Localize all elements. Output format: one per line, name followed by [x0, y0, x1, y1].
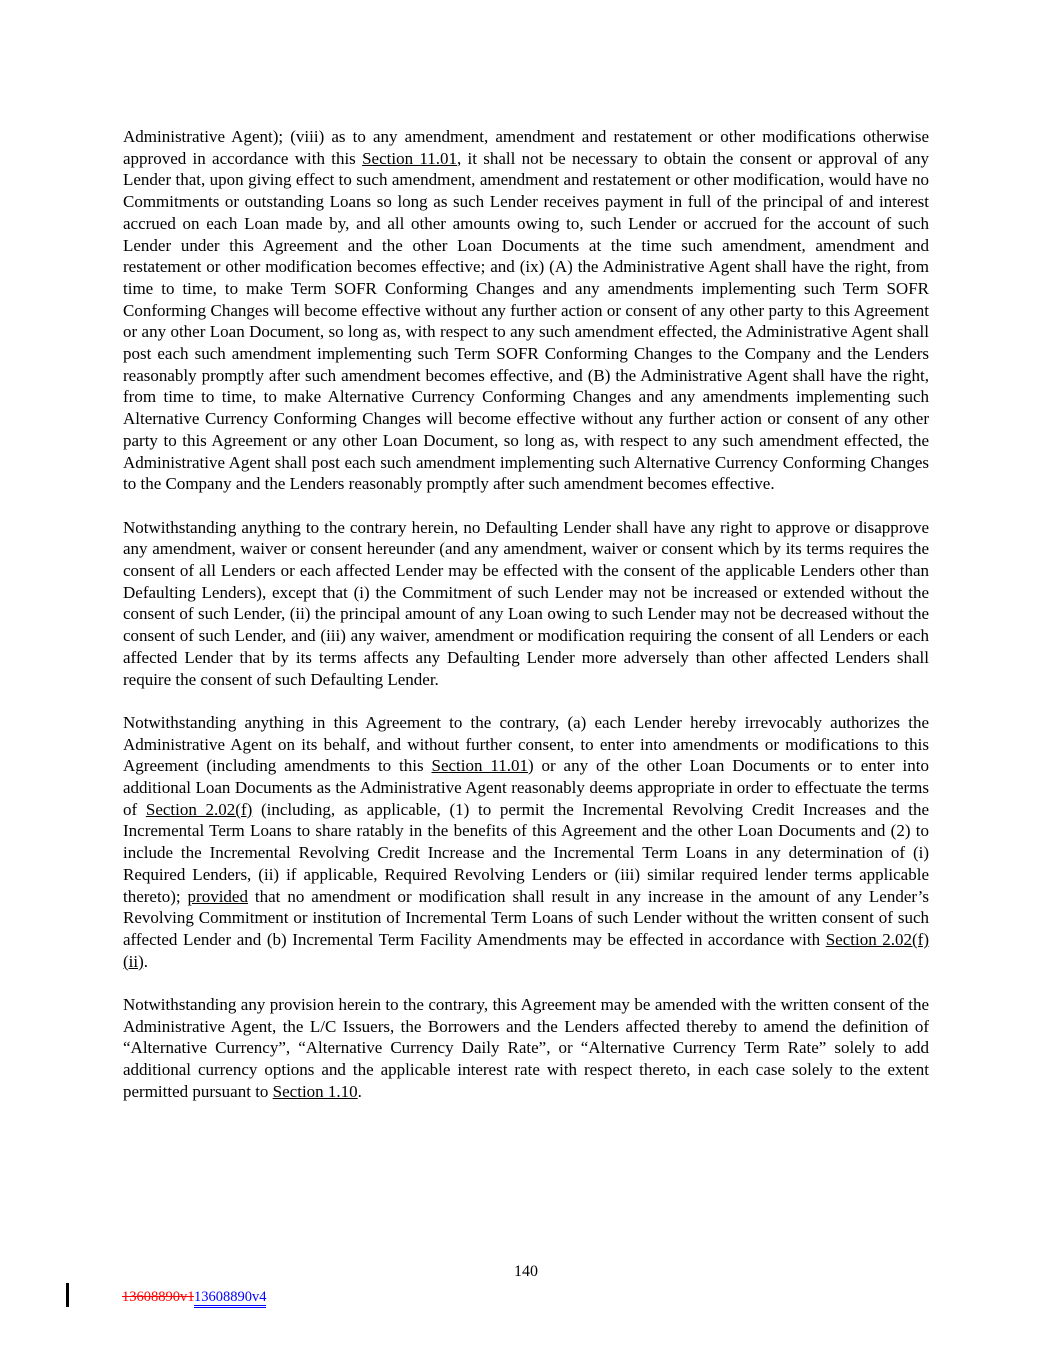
- paragraph: [123, 712, 929, 972]
- section-reference: Section 2.02(f)(ii): [123, 929, 930, 971]
- section-reference: Section 2.02(f): [145, 799, 253, 819]
- text-run: .: [357, 1081, 362, 1101]
- doc-id-deleted: 13608890v1: [122, 1289, 194, 1305]
- text-run: Notwithstanding anything in this Agreement to the contrary, (a) each Lender hereby irrevocably authorizes the Administrative Agent on its behalf, and without further consent, to enter into amendments or modifications to this Agreement (including amendments to this: [123, 712, 929, 776]
- text-run: that no amendment or modification shall result in any increase in the amount of any Lender’s Revolving Commitment or institution of Incremental Term Loans of such Lender without the written consent of such affected Lender and (b) Incremental Term Facility Amendments may be effected in accordance with: [123, 886, 929, 949]
- change-bar: [66, 1283, 69, 1307]
- section-reference: Section 1.10: [272, 1081, 358, 1101]
- footer-doc-ids: [122, 1288, 266, 1306]
- paragraph: [123, 994, 929, 1103]
- section-reference: provided: [187, 886, 248, 906]
- text-run: Notwithstanding any provision herein to the contrary, this Agreement may be amended with the written consent of the Administrative Agent, the L/C Issuers, the Borrowers and the Lenders affected thereby to amend the definition of “Alternative Currency”, “Alternative Currency Daily Rate”, or “Alternative Currency Term Rate” solely to add additional currency options and the applicable interest rate with respect thereto, in each case solely to the extent permitted pursuant to: [123, 995, 929, 1101]
- text-run: ) or any of the other Loan Documents or to enter into additional Loan Documents as the Administrative Agent reasonably deems appropriate in order to effectuate the terms of: [123, 756, 929, 819]
- section-reference: Section 11.01: [431, 756, 528, 776]
- section-reference: Section 11.01: [362, 148, 457, 168]
- document-body: [123, 126, 929, 1124]
- page-number: 140: [514, 1263, 538, 1280]
- paragraph: [123, 126, 929, 495]
- text-run: .: [143, 951, 149, 971]
- text-run: Notwithstanding anything to the contrary herein, no Defaulting Lender shall have any right to approve or disapprove any amendment, waiver or consent hereunder (and any amendment, waiver or consent which by its terms requires the consent of all Lenders or each affected Lender may be effected with the consent of the applicable Lenders other than Defaulting Lenders), except that (i) the Commitment of such Lender may not be increased or extended without the consent of such Lender, (ii) the principal amount of any Loan owing to such Lender may not be decreased without the consent of such Lender, and (iii) any waiver, amendment or modification requiring the consent of all Lenders or each affected Lender that by its terms affects any Defaulting Lender more adversely than other affected Lenders shall require the consent of such Defaulting Lender.: [123, 517, 929, 689]
- paragraph: [123, 517, 929, 691]
- text-run: , it shall not be necessary to obtain the consent or approval of any Lender that, upon giving effect to such amendment, amendment and restatement or other modification, would have no Commitments or outstanding Loans so long as such Lender receives payment in full of the principal of and interest accrued on each Loan made by, and all other amounts owing to, such Lender or accrued for the account of such Lender under this Agreement and the other Loan Documents at the time such amendment, amendment and restatement or other modification becomes effective; and (ix) (A) the Administrative Agent shall have the right, from time to time, to make Term SOFR Conforming Changes and any amendments implementing such Term SOFR Conforming Changes will become effective without any further action or consent of any other party to this Agreement or any other Loan Document, so long as, with respect to any such amendment effected, the Administrative Agent shall post each such amendment implementing such Term SOFR Conforming Changes to the Company and the Lenders reasonably promptly after such amendment becomes effective, and (B) the Administrative Agent shall have the right, from time to time, to make Alternative Currency Conforming Changes and any amendments implementing such Alternative Currency Conforming Changes will become effective without any further action or consent of any other party to this Agreement or any other Loan Document, so long as, with respect to any such amendment effected, the Administrative Agent shall post each such amendment implementing such Alternative Currency Conforming Changes to the Company and the Lenders reasonably promptly after such amendment becomes effective.: [123, 148, 929, 494]
- doc-id-inserted: 13608890v4: [194, 1289, 267, 1308]
- text-run: Administrative Agent); (viii) as to any amendment, amendment and restatement or other modifications otherwise approved in accordance with this: [123, 127, 929, 168]
- text-run: (including, as applicable, (1) to permit the Incremental Revolving Credit Increases and the Incremental Term Loans to share ratably in the benefits of this Agreement and the other Loan Documents and (2) to include the Incremental Revolving Credit Increase and the Incremental Term Loans in any determination of (i) Required Lenders, (ii) if applicable, Required Revolving Lenders or (iii) similar required lender terms applicable thereto);: [123, 799, 929, 906]
